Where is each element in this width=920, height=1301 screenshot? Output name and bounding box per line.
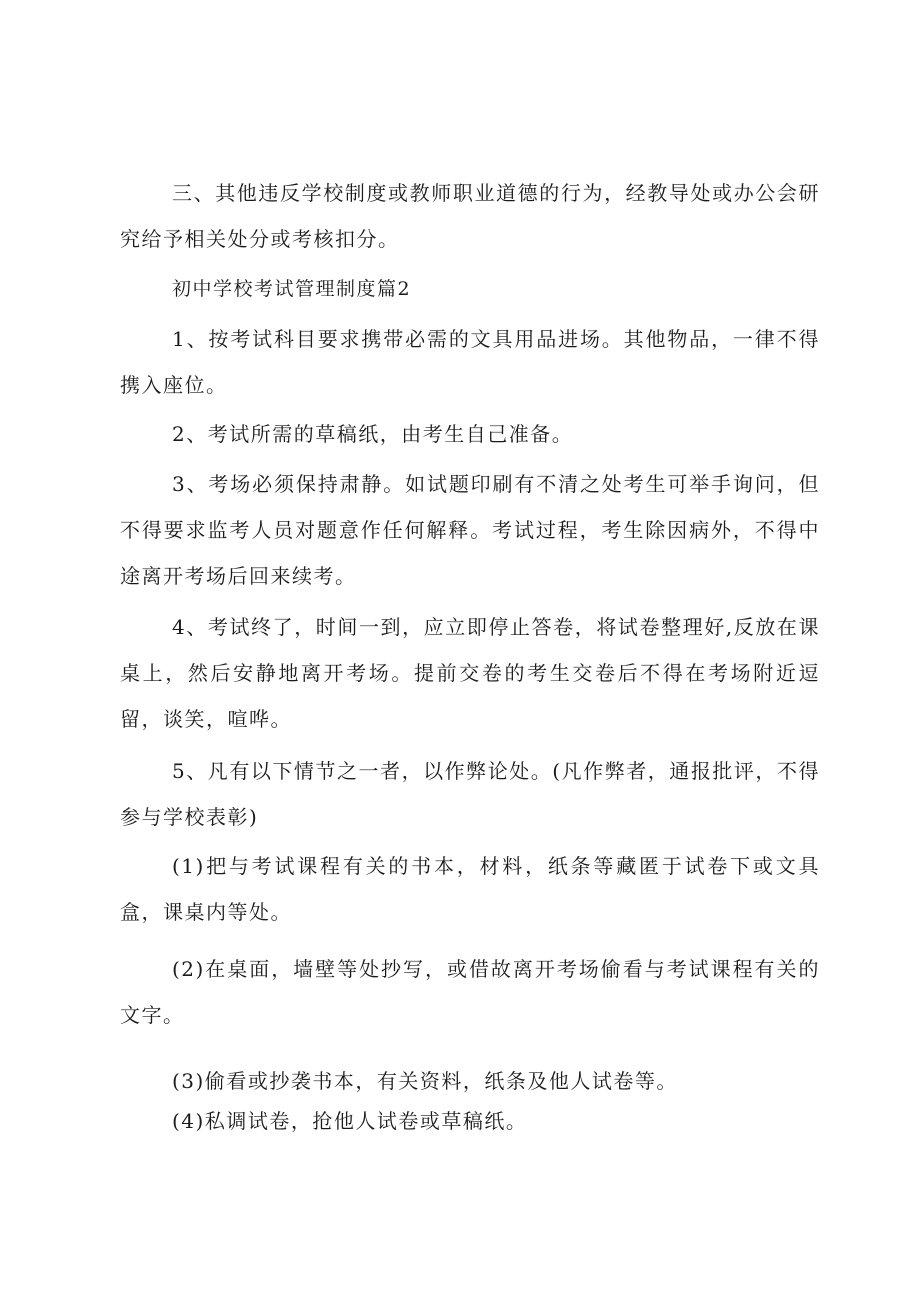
- rule-5: 5、凡有以下情节之一者，以作弊论处。(凡作弊者，通报批评，不得参与学校表彰): [120, 759, 820, 829]
- sub-rule-1: (1)把与考试课程有关的书本，材料，纸条等藏匿于试卷下或文具盒，课桌内等处。: [120, 854, 820, 924]
- section-heading: 初中学校考试管理制度篇2: [172, 278, 412, 300]
- rule-4: 4、考试终了，时间一到，应立即停止答卷，将试卷整理好,反放在课桌上，然后安静地离开考场。提前交卷的考生交卷后不得在考场附近逗留，谈笑，喧哗。: [120, 615, 820, 731]
- rule-3: 3、考场必须保持肃静。如试题印刷有不清之处考生可举手询问，但不得要求监考人员对题意作任何解释。考试过程，考生除因病外，不得中途离开考场后回来续考。: [120, 472, 820, 588]
- rule-2: 2、考试所需的草稿纸，由考生自己准备。: [172, 422, 574, 446]
- sub-rule-3: (3)偷看或抄袭书本，有关资料，纸条及他人试卷等。: [172, 1069, 678, 1093]
- paragraph-other-violations: 三、其他违反学校制度或教师职业道德的行为，经教导处或办公会研究给予相关处分或考核扣分。: [120, 181, 820, 251]
- sub-rule-2: (2)在桌面，墙壁等处抄写，或借故离开考场偷看与考试课程有关的文字。: [120, 957, 820, 1027]
- sub-rule-4: (4)私调试卷，抢他人试卷或草稿纸。: [172, 1109, 528, 1133]
- rule-1: 1、按考试科目要求携带必需的文具用品进场。其他物品，一律不得携入座位。: [120, 327, 820, 397]
